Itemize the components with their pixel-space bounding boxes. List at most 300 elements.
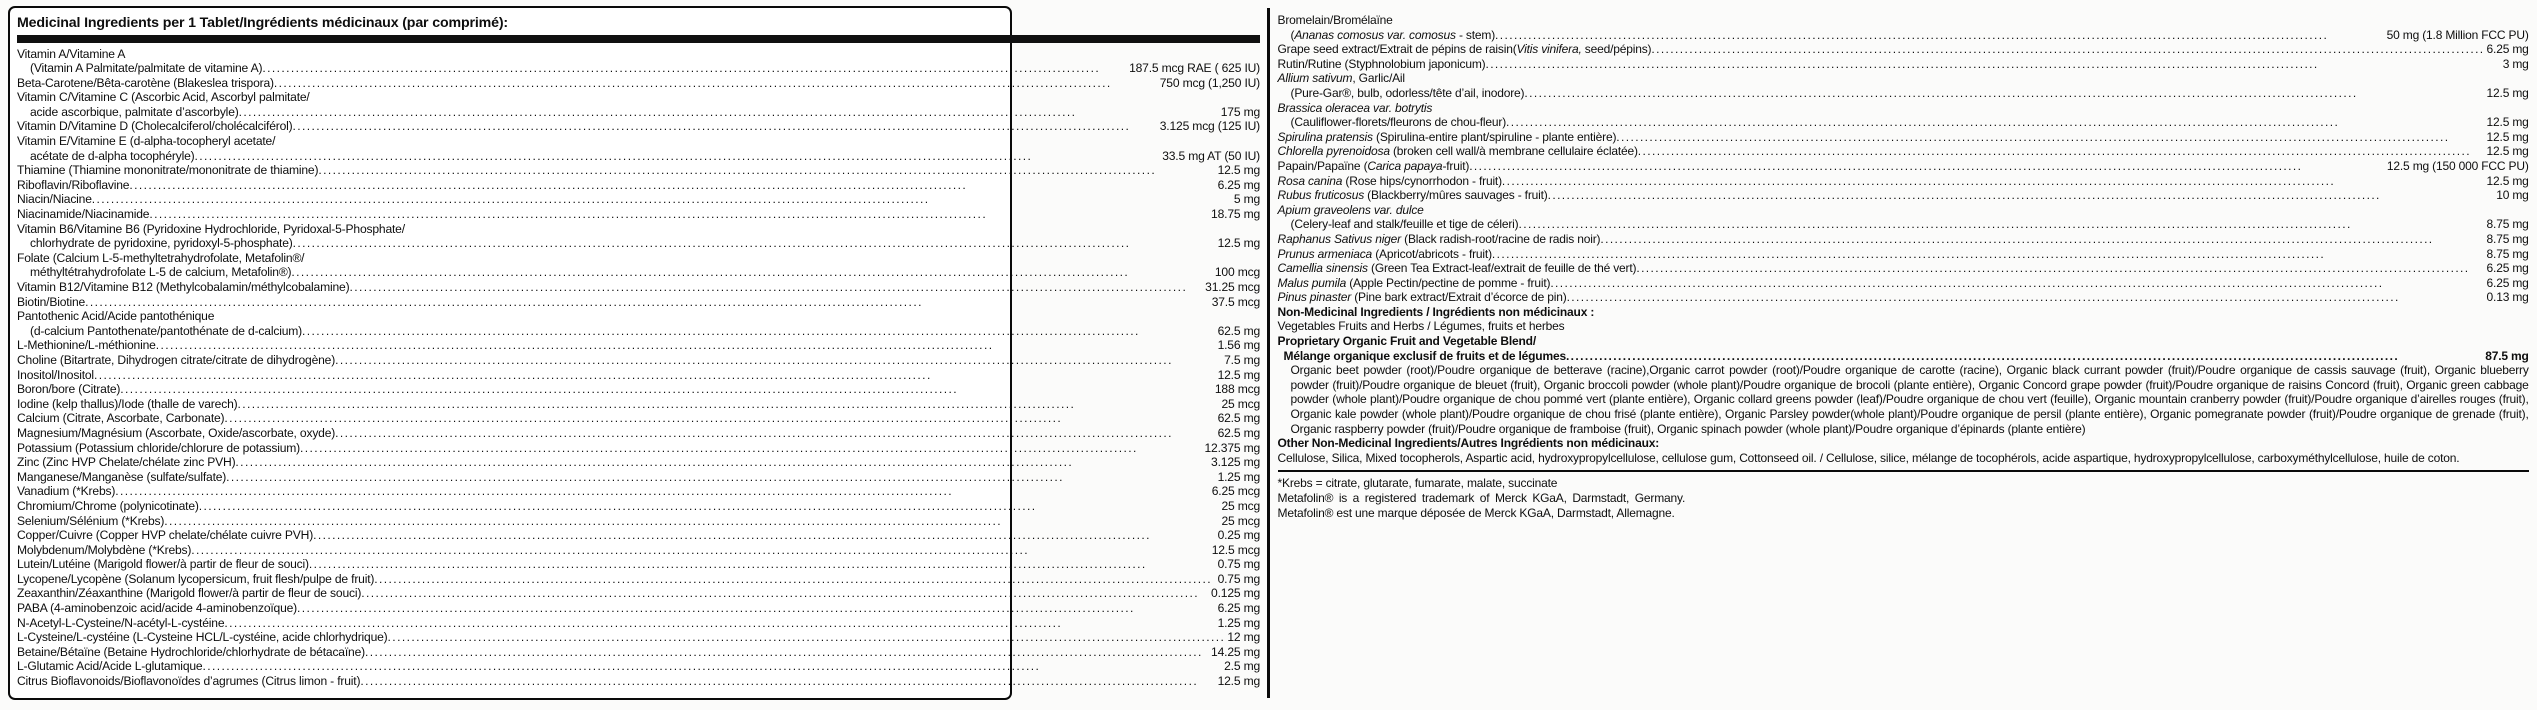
ingredient-row [1278, 349, 2529, 364]
latin-name-text: Pinus pinaster [1277, 290, 1352, 305]
ingredient-amount: 12.5 mg [2486, 129, 2529, 144]
ingredient-name-text: Inositol/Inositol [17, 367, 94, 382]
ingredient-name [17, 616, 224, 631]
ingredient-name [17, 426, 335, 441]
ingredient-name [1291, 115, 1507, 130]
footnote-divider [1278, 470, 2529, 472]
leader-dots [262, 61, 1127, 76]
leader-dots [1506, 115, 2485, 130]
leader-dots [202, 659, 1222, 674]
ingredient-amount: 62.5 mg [1217, 323, 1261, 338]
leader-dots [1502, 174, 2485, 189]
leader-dots [313, 528, 1215, 543]
leader-dots [1638, 144, 2485, 159]
ingredient-row [17, 528, 1260, 543]
leader-dots [1524, 86, 2484, 101]
ingredient-name-text: acétate de d-alpha tocophéryle) [30, 148, 195, 163]
ingredient-row [1278, 159, 2529, 174]
leader-dots [374, 572, 1215, 587]
ingredient-name-text: Betaine/Bétaïne (Betaine Hydrochloride/chlorhydrate de bétacaïne) [17, 644, 365, 659]
ingredient-amount: 12.5 mg [1217, 674, 1261, 689]
ingredient-name [30, 324, 302, 339]
latin-name-text: Apium graveolens var. dulce [1277, 202, 1424, 217]
latin-name-text: Raphanus Sativus niger [1277, 231, 1401, 246]
leader-dots [149, 207, 1209, 222]
ingredient-name [1284, 349, 1566, 364]
ingredient-name [17, 601, 297, 616]
latin-name-text: Rubus fruticosus [1277, 188, 1365, 203]
leader-dots [1495, 28, 2385, 43]
leader-dots [1519, 217, 2485, 232]
leader-dots [156, 338, 1216, 353]
ingredient-amount: 87.5 mg [2485, 348, 2529, 363]
ingredient-name-text: Boron/bore (Citrate) [17, 382, 121, 397]
ingredient-row [17, 572, 1260, 587]
latin-name-text: Carica papaya [1367, 158, 1443, 173]
ingredient-amount: 187.5 mcg RAE ( 625 IU) [1129, 61, 1261, 76]
leader-dots [309, 557, 1216, 572]
ingredient-name [30, 236, 293, 251]
ingredient-row [1278, 261, 2529, 276]
leader-dots [302, 324, 1216, 339]
ingredient-amount: 750 mcg (1,250 IU) [1159, 75, 1261, 90]
ingredient-row [17, 426, 1260, 441]
ingredient-name-text: (Celery-leaf and stalk/feuille et tige de céleri) [1290, 217, 1519, 232]
ingredient-amount: 5 mg [1233, 192, 1261, 207]
ingredient-name-text: ( [1290, 27, 1295, 42]
ingredient-name [17, 76, 274, 91]
latin-name-text: Malus pumila [1277, 275, 1347, 290]
ingredient-name-text: Selenium/Sélénium (*Krebs) [17, 513, 165, 528]
ingredient-row [17, 659, 1260, 674]
latin-name-text: Vitis vinifera, [1516, 42, 1582, 57]
ingredient-name-line [1278, 71, 2529, 86]
ingredient-row [17, 630, 1260, 645]
leader-dots [191, 543, 1209, 558]
leader-dots [1567, 290, 2485, 305]
leader-dots [335, 426, 1215, 441]
ingredient-amount: 3.125 mcg (125 IU) [1159, 119, 1261, 134]
ingredient-name-text: Papain/Papaïne ( [1277, 158, 1368, 173]
ingredient-row [17, 557, 1260, 572]
ingredient-name-text: Lutein/Lutéine (Marigold flower/à partir de fleur de souci) [17, 557, 309, 572]
ingredient-amount: 7.5 mg [1224, 352, 1261, 367]
leader-dots [361, 586, 1209, 601]
ingredient-amount: 12.5 mg [2486, 115, 2529, 130]
latin-name-text: Brassica oleracea var. botrytis [1277, 100, 1433, 115]
latin-name-text: Chlorella pyrenoidosa [1277, 144, 1390, 159]
ingredient-name-line [17, 90, 1260, 105]
ingredient-name-text: (Pure-Gar®, bulb, odorless/tête d’ail, inodore) [1290, 85, 1525, 100]
ingredient-name [17, 659, 202, 674]
section-heading: Proprietary Organic Fruit and Vegetable Blend/ [1277, 334, 1536, 349]
ingredient-name-text: Niacinamide/Niacinamide [17, 207, 150, 222]
leader-dots [360, 674, 1215, 689]
ingredient-row [17, 76, 1260, 91]
ingredient-name [17, 645, 365, 660]
ingredient-row [17, 163, 1260, 178]
ingredient-amount: 8.75 mg [2486, 231, 2529, 246]
leader-dots [1485, 57, 2500, 72]
ingredient-amount: 0.25 mg [1217, 528, 1261, 543]
ingredient-name [17, 514, 164, 529]
ingredient-name-text: Rutin/Rutine (Styphnolobium japonicum) [1277, 56, 1486, 71]
ingredient-amount: 12.5 mg [2486, 173, 2529, 188]
ingredient-name [1278, 174, 1502, 189]
ingredient-amount: 0.125 mg [1211, 586, 1261, 601]
leader-dots [1600, 232, 2484, 247]
ingredient-name-text: Vitamin E/Vitamine E (d-alpha-tocopheryl acetate/ [17, 134, 276, 149]
ingredient-amount: 2.5 mg [1224, 659, 1261, 674]
ingredient-name-text: acide ascorbique, palmitate d’ascorbyle) [30, 104, 239, 119]
leader-dots [300, 441, 1202, 456]
leader-dots [195, 149, 1161, 164]
leader-dots [129, 178, 1215, 193]
ingredient-row [17, 338, 1260, 353]
ingredient-amount: 6.25 mg [2486, 42, 2529, 57]
leader-dots [239, 105, 1219, 120]
ingredient-name-text: (Spirulina-entire plant/spiruline - plante entière) [1372, 129, 1617, 144]
ingredient-name-text: -fruit) [1442, 158, 1470, 173]
ingredient-name [17, 674, 360, 689]
ingredient-name-line [17, 309, 1260, 324]
ingredient-name-text: Riboflavin/Riboflavine [17, 177, 130, 192]
ingredient-amount: 175 mg [1220, 104, 1261, 119]
ingredient-name [17, 397, 237, 412]
ingredient-row [17, 119, 1260, 134]
ingredient-name-text: Vanadium (*Krebs) [17, 484, 116, 499]
ingredient-name [17, 557, 309, 572]
latin-name-text: Spirulina pratensis [1277, 129, 1373, 144]
ingredient-name-text: PABA (4-aminobenzoic acid/acide 4-aminobenzoïque) [17, 601, 298, 616]
ingredient-name [17, 353, 335, 368]
ingredient-name [17, 484, 115, 499]
ingredient-amount: 25 mcg [1221, 498, 1261, 513]
ingredient-row [17, 586, 1260, 601]
leader-dots [318, 163, 1215, 178]
ingredient-row [17, 484, 1260, 499]
ingredient-amount: 33.5 mg AT (50 IU) [1162, 148, 1261, 163]
ingredient-row [1278, 174, 2529, 189]
ingredient-row [17, 514, 1260, 529]
ingredient-name-text: Magnesium/Magnésium (Ascorbate, Oxide/ascorbate, oxyde) [17, 425, 336, 440]
ingredient-name [1278, 276, 1551, 291]
ingredient-name-text: chlorhydrate de pyridoxine, pyridoxyl-5-phosphate) [30, 236, 293, 251]
ingredient-name-line [17, 222, 1260, 237]
ingredient-name-text: Vitamin C/Vitamine C (Ascorbic Acid, Ascorbyl palmitate/ [17, 90, 310, 105]
ingredient-amount: 12.5 mg [2486, 144, 2529, 159]
leader-dots [1550, 276, 2484, 291]
leader-dots [94, 368, 1216, 383]
ingredient-name [17, 543, 191, 558]
ingredient-name [1278, 42, 1652, 57]
ingredient-name-text: Pantothenic Acid/Acide pantothénique [17, 309, 215, 324]
ingredient-row [1278, 217, 2529, 232]
ingredient-row [17, 178, 1260, 193]
leader-dots [226, 470, 1215, 485]
leader-dots [291, 265, 1212, 280]
leader-dots [335, 353, 1222, 368]
supplement-facts-panel [8, 6, 2529, 700]
organic-blend-paragraph: Organic beet powder (root)/Poudre organique de betterave (racine),Organic carrot powder (root)/Poudre organique de carotte (racine), Organic black currant powder (fruit)/Poudre organique de cassis sauvage (fruit), Organic blueberry powder (fruit)/Poudre organique de bleuet (fruit), Organic broccoli powder (whole plant)/Poudre organique de brocoli (plante entière), Organic Concord grape powder (fruit)/Poudre organique de raisins Concord (fruit), Organic green cabbage powder (whole plant)/Poudre organique de chou pommé vert (plante entière), Organic collard greens powder (leaf)/Poudre organique de chou vert (feuille), Organic mountain cranberry powder (fruit)/Poudre organique d’airelles rouges (fruit), Organic kale powder (whole plant)/Poudre organique de chou frisé (plante entière), Organic Parsley powder(whole plant)/Poudre organique de persil (plante entière), Organic pomegranate powder (fruit)/Poudre organique de grenade (fruit), Organic raspberry powder (fruit)/Poudre organique de framboise (fruit), Organic spinach powder (whole plant)/Poudre organique d’épinards (plante entière) [1290, 363, 2529, 436]
ingredient-name [17, 163, 318, 178]
ingredient-name-text: L-Glutamic Acid/Acide L-glutamique [17, 659, 203, 674]
ingredient-row [17, 455, 1260, 470]
ingredient-amount: 3 mg [2502, 56, 2529, 71]
ingredient-row [17, 192, 1260, 207]
ingredient-row [1278, 86, 2529, 101]
ingredient-name [1291, 86, 1525, 101]
ingredient-name [17, 382, 120, 397]
ingredient-amount: 10 mg [2496, 188, 2529, 203]
section-heading: Non-Medicinal Ingredients / Ingrédients non médicinaux : [1277, 304, 1595, 319]
ingredient-name-text: (Apple Pectin/pectine de pomme - fruit) [1346, 275, 1551, 290]
ingredient-amount: 0.75 mg [1217, 557, 1261, 572]
ingredient-amount: 12 mg [1227, 630, 1261, 645]
leader-dots [224, 616, 1215, 631]
ingredient-name [17, 441, 300, 456]
ingredient-name-text: Iodine (kelp thallus)/Iode (thalle de varech) [17, 396, 238, 411]
ingredient-name-line [17, 251, 1260, 266]
ingredient-name-text: Citrus Bioflavonoids/Bioflavonoïdes d’agrumes (Citrus limon - fruit) [17, 674, 361, 689]
leader-dots [1651, 42, 2484, 57]
leader-dots [164, 514, 1219, 529]
ingredient-row [17, 674, 1260, 689]
ingredient-name [17, 207, 149, 222]
ingredient-name [17, 586, 361, 601]
ingredient-row [17, 207, 1260, 222]
ingredient-amount: 100 mcg [1214, 265, 1261, 280]
leader-dots [85, 295, 1210, 310]
ingredient-amount: 8.75 mg [2486, 246, 2529, 261]
ingredient-name-text: Folate (Calcium L-5-methyltetrahydrofolate, Metafolin®/ [17, 250, 305, 265]
ingredient-amount: 0.75 mg [1217, 571, 1261, 586]
section-heading: Other Non-Medicinal Ingredients/Autres Ingrédients non médicinaux: [1277, 436, 1660, 451]
ingredient-row [17, 353, 1260, 368]
ingredient-name-text: seed/pépins) [1581, 42, 1652, 57]
ingredient-amount: 12.5 mg (150 000 FCC PU) [2386, 158, 2529, 173]
ingredient-row [1278, 276, 2529, 291]
ingredient-name [17, 528, 313, 543]
leader-dots [92, 192, 1232, 207]
latin-name-text: Prunus armeniaca [1277, 246, 1373, 261]
ingredient-name [1291, 217, 1519, 232]
ingredient-amount: 0.13 mg [2486, 290, 2529, 305]
ingredient-name [17, 280, 349, 295]
ingredient-name-text: Choline (Bitartrate, Dihydrogen citrate/citrate de dihydrogène) [17, 352, 336, 367]
ingredient-name-text: (Rose hips/cynorrhodon - fruit) [1342, 173, 1502, 188]
ingredient-name [1291, 28, 1496, 43]
ingredient-name-text: Calcium (Citrate, Ascorbate, Carbonate) [17, 411, 225, 426]
leader-dots [1616, 130, 2484, 145]
ingredient-row [17, 295, 1260, 310]
ingredient-amount: 25 mcg [1221, 513, 1261, 528]
ingredient-amount: 6.25 mg [1217, 177, 1261, 192]
ingredient-amount: 50 mg (1.8 Million FCC PU) [2386, 27, 2529, 42]
ingredient-amount: 6.25 mcg [1211, 484, 1261, 499]
ingredient-name-text: Grape seed extract/Extrait de pépins de raisin( [1277, 42, 1517, 57]
ingredient-amount: 6.25 mg [2486, 275, 2529, 290]
ingredient-name [1278, 232, 1601, 247]
ingredient-name-line [1278, 13, 2529, 28]
ingredient-name-text: (broken cell wall/à membrane cellulaire éclatée) [1389, 144, 1638, 159]
ingredient-name [1278, 290, 1567, 305]
ingredient-name [1278, 130, 1617, 145]
ingredient-row [1278, 115, 2529, 130]
ingredient-row [1278, 130, 2529, 145]
ingredient-name-text: L-Cysteine/L-cystéine (L-Cysteine HCL/L-cystéine, acide chlorhydrique) [17, 630, 388, 645]
ingredient-name [1278, 144, 1638, 159]
latin-name-text: Ananas comosus var. comosus [1294, 27, 1456, 42]
ingredient-name-text: Mélange organique exclusif de fruits et de légumes [1283, 348, 1566, 363]
ingredient-amount: 14.25 mg [1211, 644, 1261, 659]
medicinal-ingredients-list [17, 47, 1260, 689]
panel-title: Medicinal Ingredients per 1 Tablet/Ingrédients médicinaux (par comprimé): [17, 15, 508, 31]
ingredient-name-text: (Apricot/abricots - fruit) [1372, 246, 1492, 261]
ingredient-name-text: (d-calcium Pantothenate/pantothénate de d-calcium) [30, 323, 303, 338]
ingredient-name [1278, 159, 1470, 174]
leader-dots [235, 455, 1209, 470]
ingredient-name-text: Bromelain/Bromélaïne [1277, 13, 1393, 27]
ingredient-row [17, 543, 1260, 558]
ingredient-row [17, 441, 1260, 456]
leader-dots [349, 280, 1203, 295]
ingredient-name-text: Copper/Cuivre (Copper HVP chelate/chélate cuivre PVH) [17, 528, 314, 543]
leader-dots [1636, 261, 2484, 276]
ingredient-row [17, 645, 1260, 660]
ingredient-name-text: (Pine bark extract/Extrait d’écorce de pin) [1351, 290, 1567, 305]
ingredient-name-line [1278, 101, 2529, 116]
ingredient-amount: 12.5 mg [1217, 236, 1261, 251]
other-ingredients-paragraph: Cellulose, Silica, Mixed tocopherols, Aspartic acid, hydroxypropylcellulose, cellulose gum, Cottonseed oil. / Cellulose, silice, mélange de tocophérols, acide aspartique, hydroxypropylcellulose, carboxyméthylcellulose, huile de coton. [1277, 450, 2460, 465]
ingredient-name [30, 61, 262, 76]
non-medicinal-column [1270, 8, 2537, 698]
ingredient-name-text: Molybdenum/Molybdène (*Krebs) [17, 542, 192, 557]
ingredient-amount: 31.25 mcg [1205, 280, 1261, 294]
ingredient-amount: 12.5 mg [1217, 367, 1261, 382]
ingredient-row [1278, 144, 2529, 159]
latin-name-text: Rosa canina [1277, 173, 1343, 188]
ingredient-row [1278, 232, 2529, 247]
ingredient-row [17, 499, 1260, 514]
ingredient-row [1278, 290, 2529, 305]
latin-name-text: Camellia sinensis [1277, 261, 1368, 276]
ingredient-amount: 6.25 mg [1217, 601, 1261, 616]
leader-dots [199, 499, 1220, 514]
ingredient-name-text: (Green Tea Extract-leaf/extrait de feuille de thé vert) [1367, 261, 1637, 276]
ingredient-row [1278, 247, 2529, 262]
ingredient-amount: 37.5 mcg [1211, 294, 1261, 309]
ingredient-row [17, 470, 1260, 485]
ingredient-name [1278, 57, 1486, 72]
ingredient-name-line [1278, 203, 2529, 218]
ingredient-row [17, 236, 1260, 251]
text-line: Metafolin® est une marque déposée de Merck KGaA, Darmstadt, Allemagne. [1277, 505, 1675, 520]
ingredient-name-text: Vitamin D/Vitamine D (Cholecalciferol/cholécalciférol) [17, 119, 293, 134]
ingredient-name-text: Potassium (Potassium chloride/chlorure de potassium) [17, 440, 301, 455]
ingredient-name-line [17, 47, 1260, 62]
ingredient-name-text: N-Acetyl-L-Cysteine/N-acétyl-L-cystéine [17, 615, 225, 630]
ingredient-amount: 12.375 mg [1204, 440, 1261, 455]
medicinal-ingredients-column [10, 8, 1267, 698]
ingredient-row [1278, 28, 2529, 43]
ingredient-name-text: - stem) [1455, 27, 1496, 42]
leader-dots [1492, 247, 2485, 262]
ingredient-name-text: Lycopene/Lycopène (Solanum lycopersicum, fruit flesh/pulpe de fruit) [17, 571, 375, 586]
text-line: Metafolin® is a registered trademark of Merck KGaA, Darmstadt, Germany. [1277, 491, 1686, 505]
ingredient-amount: 1.56 mg [1217, 338, 1261, 353]
ingredient-name [30, 265, 291, 280]
ingredient-amount: 12.5 mg [2486, 85, 2529, 100]
ingredient-name-text: L-Methionine/L-méthionine [17, 338, 156, 353]
leader-dots [224, 411, 1215, 426]
ingredient-name-text: (Black radish-root/racine de radis noir) [1400, 231, 1601, 246]
ingredient-name [17, 630, 388, 645]
ingredient-name [1278, 247, 1492, 262]
ingredient-amount: 25 mcg [1221, 396, 1261, 411]
text-line: Vegetables Fruits and Herbs / Légumes, fruits et herbes [1277, 319, 1565, 334]
ingredient-name [17, 192, 92, 207]
ingredient-row [1278, 57, 2529, 72]
ingredient-name [17, 338, 156, 353]
ingredient-amount: 188 mcg [1214, 382, 1261, 397]
ingredient-name [17, 295, 85, 310]
leader-dots [293, 119, 1158, 134]
ingredient-name [30, 149, 195, 164]
ingredient-row [17, 601, 1260, 616]
leader-dots [297, 601, 1216, 616]
ingredient-amount: 8.75 mg [2486, 217, 2529, 232]
ingredient-amount: 3.125 mg [1211, 455, 1261, 470]
ingredient-row [17, 616, 1260, 631]
ingredient-name [30, 105, 239, 120]
ingredient-row [17, 324, 1260, 339]
ingredient-name [17, 368, 94, 383]
leader-dots [115, 484, 1210, 499]
ingredient-row [17, 397, 1260, 412]
ingredient-row [17, 61, 1260, 76]
ingredient-name-text: (Vitamin A Palmitate/palmitate de vitamine A) [30, 61, 263, 76]
ingredient-name [17, 572, 374, 587]
ingredient-row [17, 280, 1260, 295]
ingredient-name [17, 119, 293, 134]
ingredient-row [17, 368, 1260, 383]
ingredient-name [17, 499, 199, 514]
ingredient-amount: 12.5 mcg [1211, 542, 1261, 557]
ingredient-name-text: Vitamin B12/Vitamine B12 (Methylcobalamin/méthylcobalamine) [17, 280, 350, 294]
leader-dots [1548, 188, 2495, 203]
ingredient-amount: 62.5 mg [1217, 411, 1261, 426]
ingredient-name [1278, 261, 1637, 276]
leader-dots [388, 630, 1226, 645]
ingredient-name-text: (Blackberry/mûres sauvages - fruit) [1364, 188, 1548, 203]
ingredient-name-text: Vitamin A/Vitamine A [17, 46, 126, 61]
ingredient-row [1278, 188, 2529, 203]
ingredient-amount: 1.25 mg [1217, 615, 1261, 630]
ingredient-row [17, 149, 1260, 164]
leader-dots [274, 76, 1158, 91]
ingredient-amount: 62.5 mg [1217, 425, 1261, 440]
ingredient-amount: 1.25 mg [1217, 469, 1261, 484]
text-line: *Krebs = citrate, glutarate, fumarate, malate, succinate [1277, 476, 1558, 491]
ingredient-name-text: Thiamine (Thiamine mononitrate/mononitrate de thiamine) [17, 163, 319, 178]
ingredient-name-text: , Garlic/Ail [1352, 71, 1405, 86]
ingredient-row [1278, 42, 2529, 57]
ingredient-name [17, 470, 226, 485]
latin-name-text: Allium sativum [1277, 71, 1353, 86]
ingredient-row [17, 382, 1260, 397]
leader-dots [1469, 159, 2385, 174]
